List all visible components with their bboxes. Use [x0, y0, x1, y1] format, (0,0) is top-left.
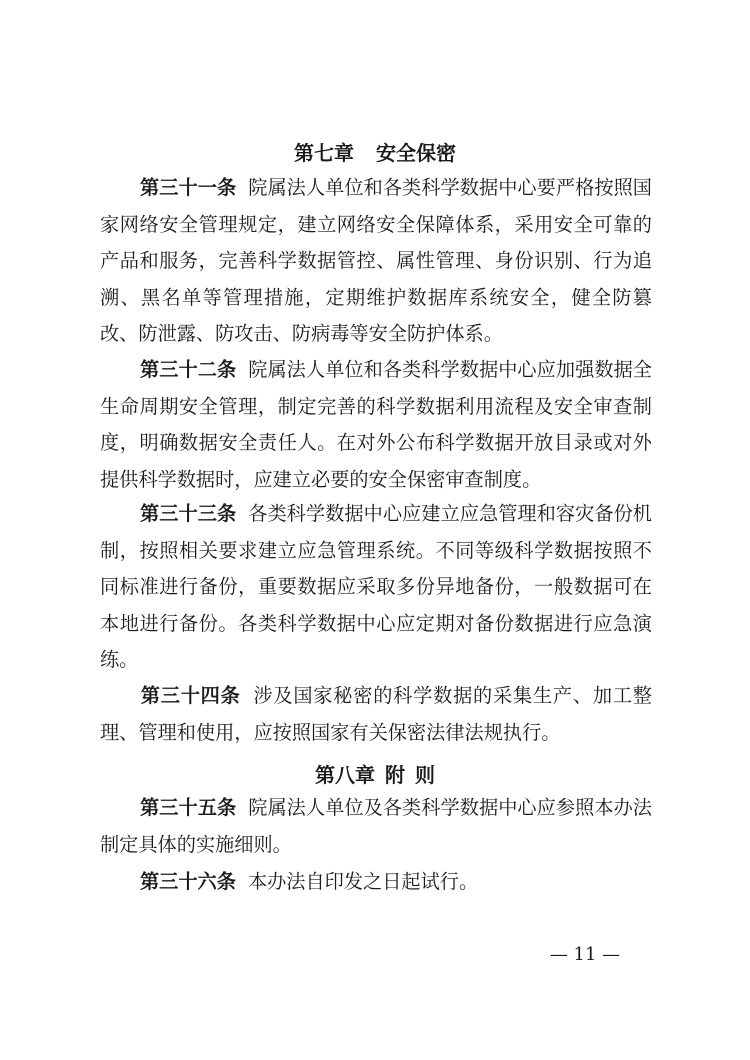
article-34: [100, 678, 652, 751]
chapter-8-title-part2: 则: [415, 763, 435, 787]
article-35: [100, 790, 652, 863]
article-33: [100, 496, 652, 679]
article-31-label: 第三十一条: [140, 176, 237, 199]
article-36: [100, 864, 652, 901]
chapter-8-number: 第八章: [315, 763, 375, 787]
article-35-text: 院属法人单位及各类科学数据中心应参照本办法制定具体的实施细则。: [100, 796, 652, 856]
page-number: — 11 —: [549, 944, 621, 965]
article-32-label: 第三十二条: [140, 358, 237, 381]
chapter-8-title-part1: 附: [385, 763, 405, 787]
article-34-label: 第三十四条: [140, 684, 241, 707]
article-36-text: 本办法自印发之日起试行。: [247, 870, 479, 893]
chapter-7-number: 第七章: [294, 141, 354, 165]
chapter-7-title: 安全保密: [376, 141, 456, 165]
article-33-text: 各类科学数据中心应建立应急管理和容灾备份机制，按照相关要求建立应急管理系统。不同等级科学数据按照不同标准进行备份，重要数据应采取多份异地备份，一般数据可在本地进行备份。各类科学数据中心应定期对备份数据进行应急演练。: [100, 502, 652, 671]
article-32: [100, 352, 652, 498]
article-33-label: 第三十三条: [140, 502, 237, 525]
article-31: [100, 170, 652, 353]
chapter-8-heading: [100, 762, 650, 788]
article-35-label: 第三十五条: [140, 796, 237, 819]
article-31-text: 院属法人单位和各类科学数据中心要严格按照国家网络安全管理规定，建立网络安全保障体系，采用安全可靠的产品和服务，完善科学数据管控、属性管理、身份识别、行为追溯、黑名单等管理措施，定期维护数据库系统安全，健全防篡改、防泄露、防攻击、防病毒等安全防护体系。: [100, 176, 652, 345]
article-34-text: 涉及国家秘密的科学数据的采集生产、加工整理、管理和使用，应按照国家有关保密法律法规执行。: [100, 684, 652, 744]
article-36-label: 第三十六条: [140, 870, 236, 893]
chapter-7-heading: [100, 140, 650, 166]
article-32-text: 院属法人单位和各类科学数据中心应加强数据全生命周期安全管理，制定完善的科学数据利用流程及安全审查制度，明确数据安全责任人。在对外公布科学数据开放目录或对外提供科学数据时，应建立必要的安全保密审查制度。: [100, 358, 652, 491]
